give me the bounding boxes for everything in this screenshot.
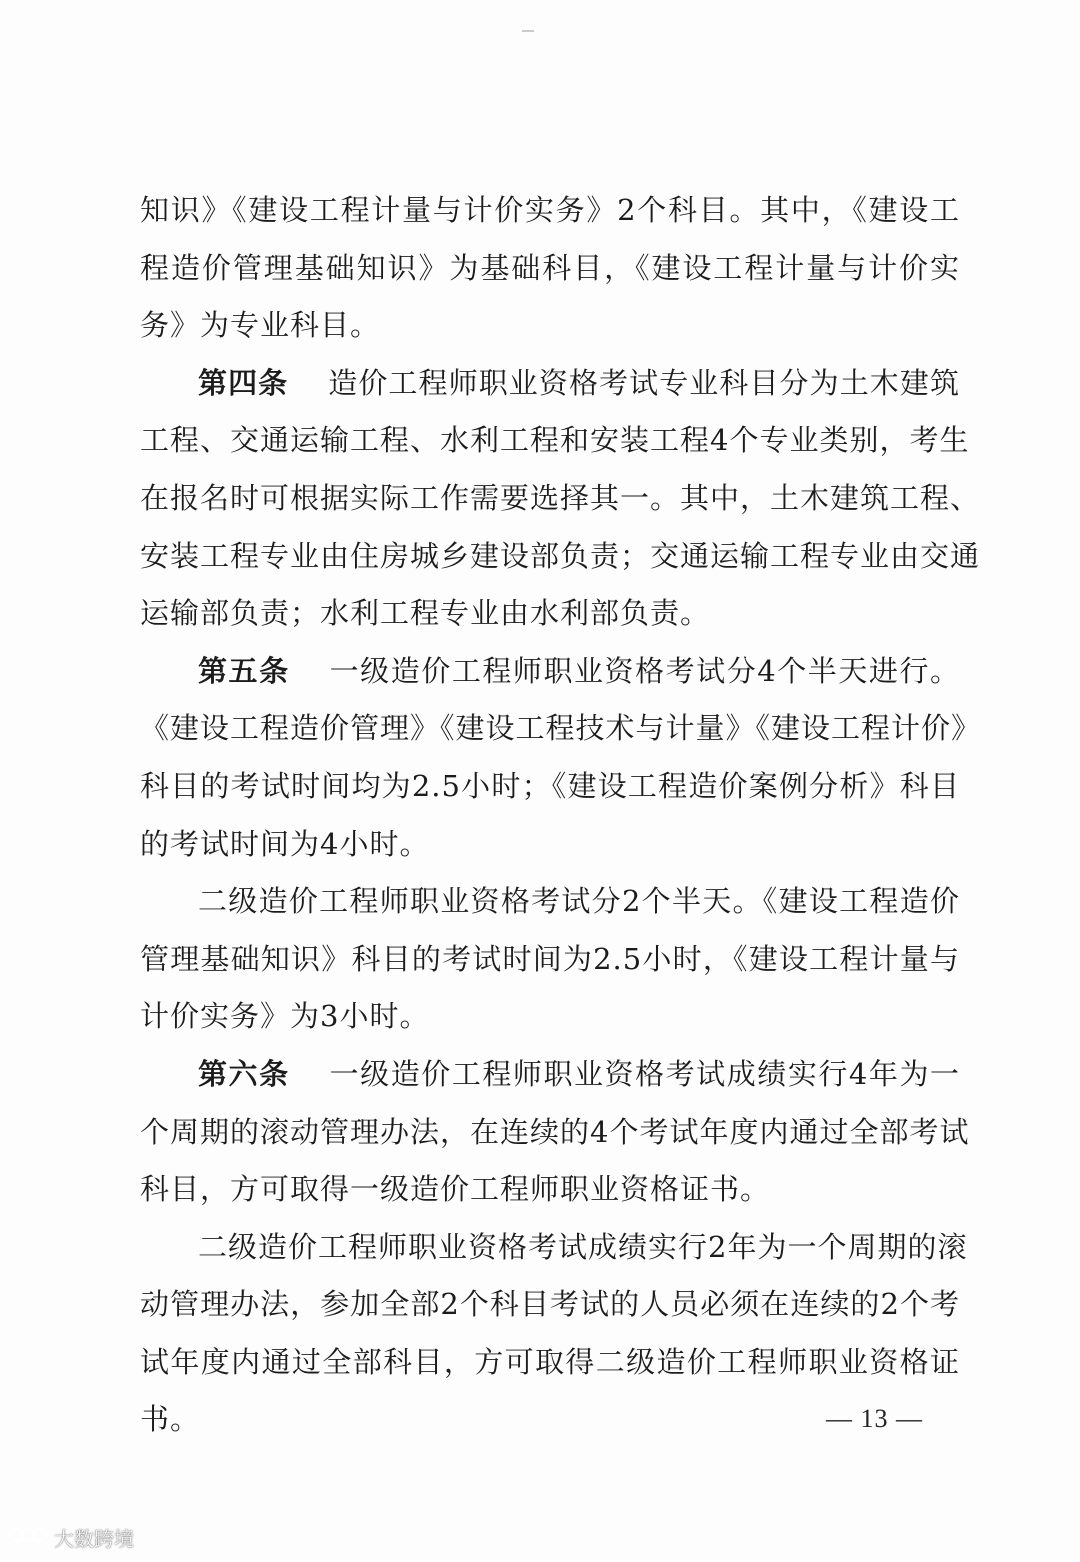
text-line: 试年度内通过全部科目，方可取得二级造价工程师职业资格证 [140,1344,960,1379]
text-line: 科目的考试时间均为2.5小时；《建设工程造价案例分析》科目 [140,768,960,803]
text-line: 书。 [140,1402,201,1437]
article-heading: 第四条 [198,365,289,400]
article-heading: 第六条 [198,1056,290,1091]
text-line: 管理基础知识》科目的考试时间为2.5小时，《建设工程计量与 [140,941,960,976]
logo-icon [8,1524,48,1551]
document-body [140,182,982,1449]
text-line: 知识》《建设工程计量与计价实务》2个科目。其中，《建设工 [140,193,960,227]
text-line: 安装工程专业由住房城乡建设部负责；交通运输工程专业由交通 [140,538,981,573]
text-span: 一级造价工程师职业资格考试成绩实行4年为一 [329,1056,960,1091]
text-line: 动管理办法，参加全部2个科目考试的人员必须在连续的2个考 [140,1287,960,1322]
article-5-first-line [140,643,960,701]
text-line: 二级造价工程师职业资格考试成绩实行2年为一个周期的滚 [198,1229,968,1264]
text-line: 科目，方可取得一级造价工程师职业资格证书。 [140,1172,771,1207]
text-span: 造价工程师职业资格考试专业科目分为土木建筑 [328,365,960,400]
text-line: 工程、交通运输工程、水利工程和安装工程4个专业类别，考生 [140,423,970,458]
article-6-first-line [140,1046,960,1104]
scan-mark [522,30,534,32]
text-line: 运输部负责；水利工程专业由水利部负责。 [140,596,711,631]
watermark [8,1523,134,1552]
article-heading: 第五条 [198,653,290,688]
text-span: 一级造价工程师职业资格考试分4个半天进行。 [329,653,960,688]
text-line: 个周期的滚动管理办法，在连续的4个考试年度内通过全部考试 [140,1114,970,1149]
text-line: 二级造价工程师职业资格考试分2个半天。《建设工程造价 [198,884,960,919]
article-4-first-line [140,355,960,413]
text-line: 的考试时间为4小时。 [140,826,430,861]
text-line: 《建设工程造价管理》《建设工程技术与计量》《建设工程计价》 [140,711,982,746]
text-line: 在报名时可根据实际工作需要选择其一。其中，土木建筑工程、 [140,480,981,515]
page-number: — 13 — [826,1404,923,1433]
watermark-text: 大数跨境 [54,1527,134,1551]
text-line: 程造价管理基础知识》为基础科目，《建设工程计量与计价实 [140,250,960,285]
text-line: 计价实务》为3小时。 [140,999,430,1034]
text-line: 务》为专业科目。 [140,308,381,343]
